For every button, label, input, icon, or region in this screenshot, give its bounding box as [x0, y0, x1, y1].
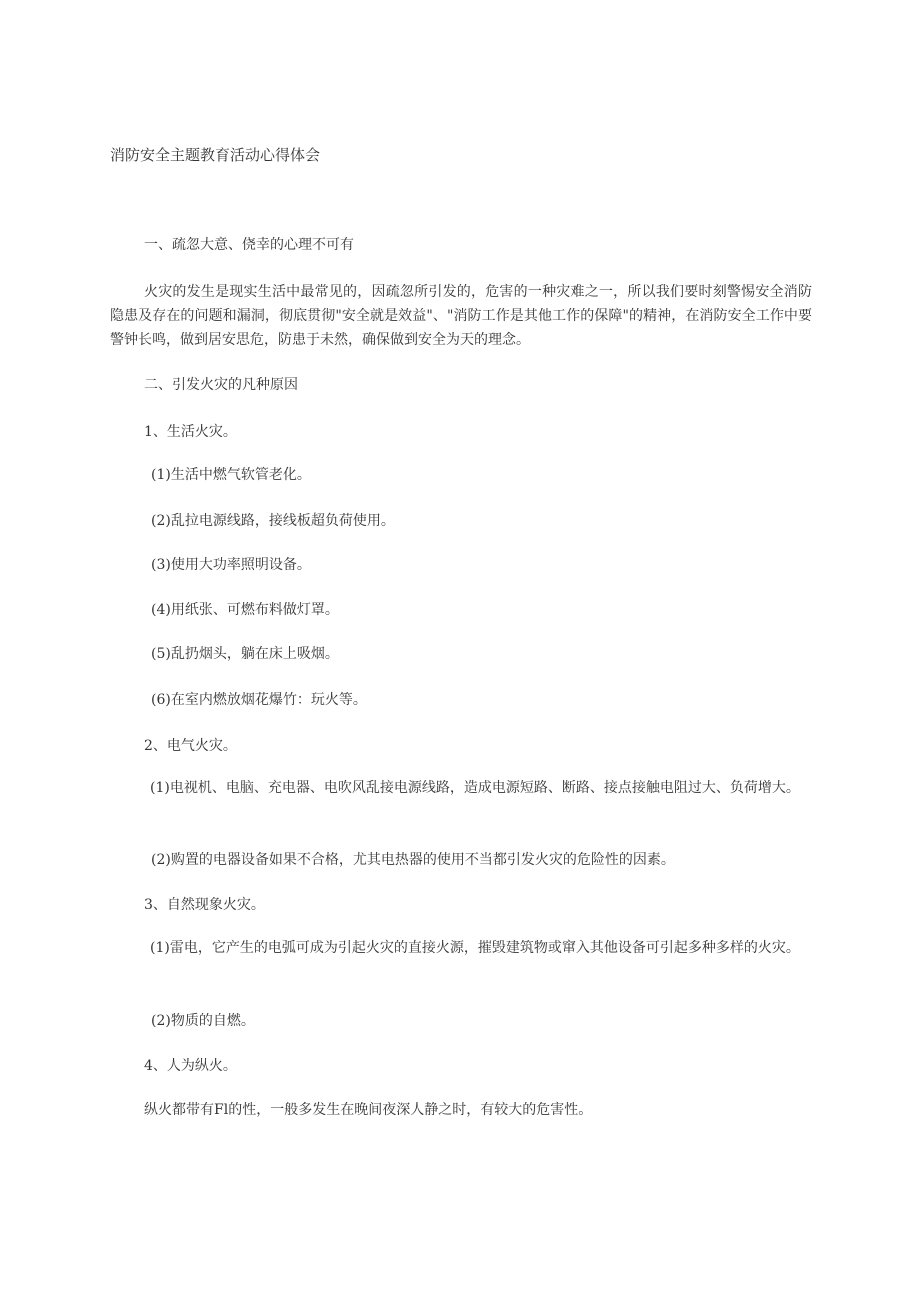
list-item: (1)生活中燃气软管老化。	[151, 467, 311, 483]
list-item: (1)雷电，它产生的电弧可成为引起火灾的直接火源，摧毁建筑物或窜入其他设备可引起多种多样的火灾。	[150, 940, 800, 956]
arson-paragraph: 纵火都带有Fl的性，一般多发生在晚间夜深人静之时，有较大的危害性。	[144, 1102, 593, 1118]
section-1-paragraph: 火灾的发生是现实生活中最常见的，因疏忽所引发的，危害的一种灾难之一，所以我们要时刻警惕安全消防隐患及存在的问题和漏洞，彻底贯彻"安全就是效益"、"消防工作是其他工作的保障"的精神，在消防安全工作中要警钟长鸣，做到居安思危，防患于未然，确保做到安全为天的理念。	[110, 284, 812, 348]
list-item: (5)乱扔烟头，躺在床上吸烟。	[151, 646, 339, 662]
category-title-electrical-fire: 2、电气火灾。	[144, 738, 237, 754]
category-title-natural-fire: 3、自然现象火灾。	[144, 897, 265, 913]
section-heading-1: 一、疏忽大意、侥幸的心理不可有	[144, 237, 354, 253]
list-item: (2)乱拉电源线路，接线板超负荷使用。	[151, 513, 395, 529]
list-item: (6)在室内燃放烟花爆竹：玩火等。	[151, 692, 367, 708]
list-item: (2)物质的自燃。	[151, 1013, 255, 1029]
category-title-life-fire: 1、生活火灾。	[144, 424, 237, 440]
list-item: (2)购置的电器设备如果不合格，尤其电热器的使用不当都引发火灾的危险性的因素。	[151, 852, 675, 868]
section-heading-2: 二、引发火灾的凡种原因	[144, 377, 298, 393]
list-item: (3)使用大功率照明设备。	[151, 557, 311, 573]
category-title-arson: 4、人为纵火。	[144, 1058, 237, 1074]
list-item: (1)电视机、电脑、充电器、电吹风乱接电源线路，造成电源短路、断路、接点接触电阻过大、负荷增大。	[150, 780, 800, 796]
list-item: (4)用纸张、可燃布料做灯罩。	[151, 602, 339, 618]
document-title: 消防安全主题教育活动心得体会	[110, 146, 321, 164]
